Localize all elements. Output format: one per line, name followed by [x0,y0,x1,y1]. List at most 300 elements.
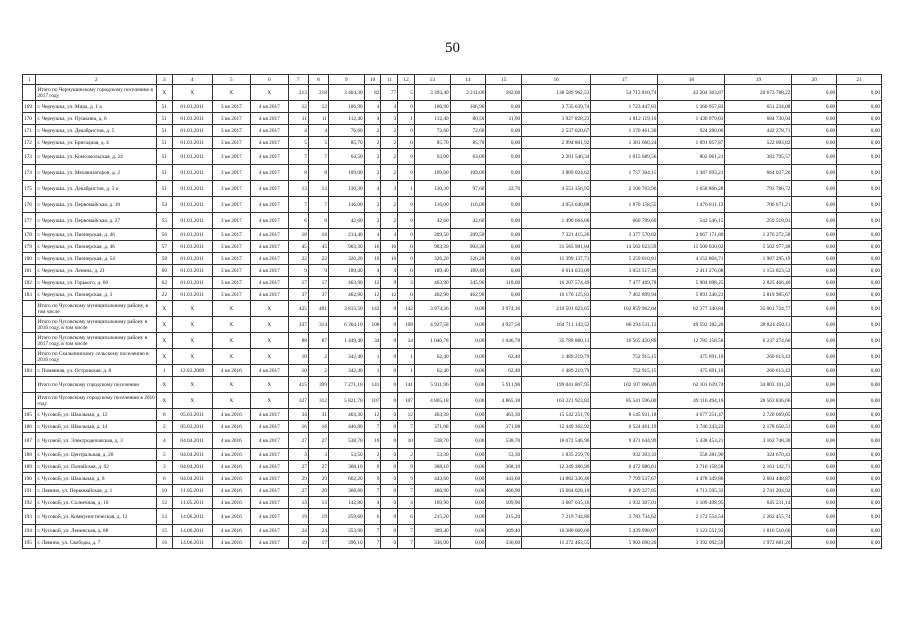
table-cell: 215,20 [414,509,450,525]
table-cell: 0,00 [450,393,486,409]
table-cell: 924 280,06 [658,125,725,137]
table-cell: 01.03.2011 [172,277,212,289]
table-cell: 62 [157,277,173,289]
table-cell: 446,80 [328,421,364,433]
table-cell: 7 [398,421,415,433]
table-cell: Итого по Скальнинскому сельскому поселению в 2016 году [36,349,157,365]
table-cell: 2 667 171,80 [658,229,725,241]
table-cell: 7 [398,485,415,497]
table-cell: 192 [23,497,36,509]
table-cell: 9 [308,265,328,277]
table-cell: 4 [364,181,381,197]
table-cell: 0,00 [837,449,882,461]
table-cell: 20 [308,485,328,497]
table-row [23,181,882,197]
table-cell: 4 677 251,47 [658,409,725,421]
table-cell: 11 272 463,55 [522,537,591,549]
table-cell: 172 [23,137,36,149]
table-cell: 3 кв 2017 [212,229,250,241]
table-cell: 210 501 023,65 [522,301,591,317]
table-cell: 22 [308,253,328,265]
table-cell: 0,00 [792,165,837,181]
table-cell: 19 [308,509,328,525]
table-cell: 0,00 [792,229,837,241]
table-cell: 2 825 466,46 [725,277,792,289]
table-cell: 12 [381,289,398,301]
table-cell: 5 [398,85,415,101]
table-cell: 2 411 276,08 [658,265,725,277]
column-number-cell: 18 [658,75,725,85]
table-cell: 3 735 639,74 [522,101,591,113]
table-cell: 345,90 [450,277,486,289]
column-number-cell: 14 [450,75,486,85]
table-cell: 0,00 [486,149,522,165]
table-cell: X [250,85,288,101]
table-cell: 1 932 307,01 [591,497,658,509]
table-cell: X [250,333,288,349]
column-number-cell: 5 [212,75,250,85]
table-cell: 11 [288,113,308,125]
table-cell: 14 562 623,59 [591,241,658,253]
table-cell: X [212,85,250,101]
table-cell: 4 кв 2017 [250,421,288,433]
table-cell: 6 364,10 [328,317,364,333]
table-row [23,497,882,509]
table-cell: 5 904 698,25 [658,277,725,289]
table-cell: 62 101 639,74 [658,377,725,393]
table-cell: 0,00 [450,365,486,377]
table-cell: 368,10 [328,461,364,473]
table-cell: 2 [381,125,398,137]
table-cell: 2 201 546,34 [522,149,591,165]
table-cell: 116,00 [328,197,364,213]
table-cell: 3 393,40 [414,85,450,101]
table-cell: 463,30 [486,409,522,421]
table-cell: 2 [381,137,398,149]
table-cell: 0,00 [486,101,522,113]
table-cell: 7 462 899,94 [591,289,658,301]
table-cell: 0,00 [792,317,837,333]
table-cell: 0,00 [792,213,837,229]
table-cell: 314 [308,317,328,333]
table-cell: 01.03.2011 [172,253,212,265]
table-cell: 0,00 [486,125,522,137]
table-cell: 4 [308,125,328,137]
table-cell: 0,00 [837,181,882,197]
table-cell: 463,90 [414,277,450,289]
table-cell: 752 915,15 [591,349,658,365]
table-cell: 0,00 [792,301,837,317]
column-number-cell: 8 [308,75,328,85]
table-cell: X [172,377,212,393]
table-cell: 87 [308,333,328,349]
table-cell: 142 [364,301,381,317]
table-cell: 371,08 [414,421,450,433]
table-cell: 164 711 143,52 [522,317,591,333]
table-cell: 80,50 [450,113,486,125]
table-cell: 4 кв 2017 [250,409,288,421]
table-cell: 326,20 [414,253,450,265]
table-cell: 60 [157,265,173,277]
table-cell: 4 кв 2017 [250,137,288,149]
table-cell: 62,40 [486,349,522,365]
table-cell: 10 [364,433,381,449]
table-cell: 6 [308,213,328,229]
table-cell: 0,00 [837,461,882,473]
table-cell: г. Чернушка, ул. Комсомольская, д. 24 [36,149,157,165]
table-cell: 3 392 092,59 [658,537,725,549]
table-cell: 01.03.2011 [172,125,212,137]
table-cell: 3 746 243,22 [658,421,725,433]
table-cell: 5 821,70 [328,393,364,409]
table-cell: 49 116 494,16 [658,393,725,409]
column-number-cell: 1 [23,75,36,85]
table-cell: 0 [381,433,398,449]
table-cell: 5 911,96 [486,377,522,393]
table-cell: 199 041 807,95 [522,377,591,393]
table-cell: 0,00 [792,449,837,461]
table-cell: 0 [398,149,415,165]
table-cell: 3 кв 2017 [212,265,250,277]
table-cell: 20 673 788,22 [725,85,792,101]
table-cell: 3 809 024,62 [522,165,591,181]
table-cell: 462,90 [414,289,450,301]
table-cell: 11.05.2011 [172,485,212,497]
table-cell: 0,00 [792,509,837,525]
table-cell: 1 [364,365,381,377]
table-cell: X [157,317,173,333]
table-cell: 0,00 [792,85,837,101]
table-cell: 7 [308,149,328,165]
table-row [23,349,882,365]
table-cell: 327 [288,393,308,409]
table-cell: 7 [364,537,381,549]
table-cell: 1 276 272,58 [725,229,792,241]
table-cell: 12 785 158,58 [658,333,725,349]
table-cell: 0,00 [792,113,837,125]
table-cell: 32,70 [486,181,522,197]
table-cell: 3 927 828,23 [522,113,591,125]
table-cell: 0,00 [792,197,837,213]
table-cell: г. Чусовой, ул. Электродеповская, д. 3 [36,433,157,449]
table-cell: 0,00 [837,433,882,449]
table-cell: 4 кв 2017 [250,181,288,197]
table-row [23,213,882,229]
table-cell: 1 [398,181,415,197]
table-cell: 174 [23,165,36,181]
table-cell: 3 [381,113,398,125]
table-cell: 399 [308,377,328,393]
table-cell: 19 [288,537,308,549]
table-cell: 0,00 [450,537,486,549]
table-cell: 0 [398,289,415,301]
table-cell: 3 [398,277,415,289]
table-cell: 1 490 664,66 [522,213,591,229]
table-cell: 4 кв 2016 [212,365,250,377]
table-cell: 11 [308,113,328,125]
table-cell: 180 [23,253,36,265]
table-cell: 169 [23,101,36,113]
table-cell: 1 987 295,19 [725,253,792,265]
table-cell: X [157,393,173,409]
table-cell: 0 [381,349,398,365]
table-cell: 2 [364,137,381,149]
table-cell: 542 546,15 [658,213,725,229]
table-cell: 116,00 [450,197,486,213]
table-cell: 12 449 362,92 [522,421,591,433]
table-cell: 13 [157,509,173,525]
table-cell: 22 [157,289,173,301]
table-cell: 312 [308,393,328,409]
table-cell: 14 882 336,40 [522,473,591,485]
table-cell: 0,00 [837,537,882,549]
table-cell: 6 [364,509,381,525]
table-cell: г. Чусовой, ул. Коммунистическая, д. 12 [36,509,157,525]
table-cell: 3 кв 2017 [212,113,250,125]
table-cell: 0,00 [837,525,882,537]
table-cell: 16 [288,421,308,433]
table-cell: 7 477 409,78 [591,277,658,289]
table-cell: 342,40 [328,365,364,377]
table-cell: 178 [23,229,36,241]
table-cell: 11 500 030,02 [658,241,725,253]
table-cell: 1 091 057,87 [658,137,725,149]
table-cell: 0,00 [486,197,522,213]
column-number-cell: 3 [157,75,173,85]
column-number-cell: 12 [398,75,415,85]
table-cell: 85,70 [328,137,364,149]
table-cell: X [172,349,212,365]
table-cell: 4 кв 2017 [250,229,288,241]
table-cell: 01.03.2011 [172,229,212,241]
table-cell: 1 [157,365,173,377]
table-cell: 13 [288,181,308,197]
table-cell: 37 [308,289,328,301]
table-cell: 0,00 [837,113,882,125]
table-cell: 3 кв 2017 [212,101,250,113]
table-cell: 4 кв 2017 [250,125,288,137]
table-cell: 11 399 137,71 [522,253,591,265]
table-cell: 463,90 [328,277,364,289]
table-cell: 37 [288,289,308,301]
table-cell: 0 [381,301,398,317]
table-cell: 0 [398,137,415,149]
table-cell: 18 072 546,96 [522,433,591,449]
table-cell: 51 [157,125,173,137]
table-cell: 0,00 [837,301,882,317]
table-cell: 22 [288,253,308,265]
table-cell: 182,60 [486,85,522,101]
table-cell: 109,00 [450,165,486,181]
table-cell: X [212,301,250,317]
table-cell: 16 176 125,83 [522,289,591,301]
table-cell: 4 кв 2017 [250,537,288,549]
table-cell: 4 053 640,88 [522,197,591,213]
table-cell: 0,00 [792,421,837,433]
table-cell: 3 кв 2017 [212,241,250,253]
table-cell: 4 кв 2017 [250,461,288,473]
table-cell: 0,00 [450,421,486,433]
table-cell: 1 [364,349,381,365]
table-cell: 3 кв 2017 [212,125,250,137]
table-cell: 11.05.2011 [172,497,212,509]
column-number-cell: 17 [591,75,658,85]
table-cell: 3 813,50 [328,301,364,317]
table-cell: 28 824 450,11 [725,317,792,333]
table-cell: 109,90 [414,497,450,509]
table-cell: 401 [308,301,328,317]
table-cell: 2 [364,149,381,165]
table-cell: 0,00 [792,349,837,365]
table-cell: 0,00 [450,333,486,349]
table-cell: 0,00 [792,277,837,289]
table-cell: г. Чернушка, ул. Декабристов, д. 5 [36,125,157,137]
table-cell: 4 кв 2017 [250,101,288,113]
table-cell [23,85,36,101]
table-cell: 7 271,10 [328,377,364,393]
table-cell: 2 [364,197,381,213]
table-row [23,113,882,125]
table-cell: г. Чусовой, ул. Центральная, д. 20 [36,449,157,461]
table-row [23,241,882,253]
table-cell: 0,00 [450,497,486,509]
table-cell: 5 439 998,07 [591,525,658,537]
table-cell: 0,00 [792,125,837,137]
table-cell [23,317,36,333]
table-cell: 2 [381,149,398,165]
table-cell: 6 472 086,61 [591,461,658,473]
table-cell: X [157,333,173,349]
table-cell: 1 757 304,15 [591,165,658,181]
table-cell: 684 730,04 [725,113,792,125]
table-cell: 0,00 [837,409,882,421]
table-cell: 0,00 [792,289,837,301]
table-cell: 193 [23,509,36,525]
table-cell: 12 [398,409,415,421]
table-cell: 184 [23,365,36,377]
table-cell: 1 816 510,60 [725,525,792,537]
table-cell: 13 [308,497,328,509]
table-cell: 309,40 [414,525,450,537]
table-cell: 326,20 [328,253,364,265]
table-cell: 0 [381,365,398,377]
table-cell: 05.03.2011 [172,421,212,433]
table-cell: 368,10 [486,461,522,473]
table-row [23,165,882,181]
table-cell: 4 кв 2017 [250,241,288,253]
table-cell: 0,00 [792,525,837,537]
table-cell: X [212,377,250,393]
table-cell: 0 [398,265,415,277]
table-cell: 0,00 [486,265,522,277]
table-cell: 43 204 363,87 [658,85,725,101]
table-cell: 3 377 570,82 [591,229,658,241]
table-cell: 181 [23,265,36,277]
table-cell: 10 380 060,60 [522,525,591,537]
table-cell: 0 [381,461,398,473]
table-cell: 82 [364,85,381,101]
table-cell: 106,90 [328,101,364,113]
table-cell: г. Чернушка, ул. Горького, д. 66 [36,277,157,289]
column-number-cell: 20 [792,75,837,85]
table-cell: 76,60 [328,125,364,137]
table-cell: 4 кв 2017 [250,473,288,485]
table-cell [23,377,36,393]
table-cell: 27 [308,433,328,449]
table-cell: 62 377 340,84 [658,301,725,317]
table-cell: 218 [308,85,328,101]
table-cell: 0 [381,497,398,509]
table-cell: 3 кв 2017 [212,181,250,197]
table-cell: 18 [308,229,328,241]
table-cell: 51 [157,181,173,197]
table-cell: 6 [157,473,173,485]
table-cell: 6 237 274,66 [725,333,792,349]
table-cell: 3 974,36 [414,301,450,317]
table-cell: г. Чернушка, ул. Бригадная, д. 4 [36,137,157,149]
table-cell: 0 [381,317,398,333]
table-cell: 88 [288,333,308,349]
table-cell: 0,00 [450,525,486,537]
table-cell: 35 789 880,13 [522,333,591,349]
table-cell: 0 [381,421,398,433]
table-cell: 0,00 [837,349,882,365]
column-number-cell: 10 [364,75,381,85]
table-row [23,449,882,461]
table-cell: 2 172 554,54 [658,509,725,525]
table-cell: 12 [308,101,328,113]
table-cell: 4 927,58 [414,317,450,333]
table-cell: 49 592 182,26 [658,317,725,333]
table-cell: 0,00 [837,485,882,497]
table-cell: 04.04.2011 [172,449,212,461]
table-cell: X [250,377,288,393]
table-cell: 34 803 101,32 [725,377,792,393]
table-cell: 138 589 962,53 [522,85,591,101]
table-cell: 62,40 [486,365,522,377]
table-cell: 4 [157,433,173,449]
table-cell: 7 [398,537,415,549]
table-cell: 0,00 [450,301,486,317]
column-number-cell: 21 [837,75,882,85]
table-cell: X [157,85,173,101]
table-cell: 415 [288,377,308,393]
table-cell: 3 кв 2017 [212,197,250,213]
table-cell: 3 кв 2017 [212,165,250,181]
table-cell: 651 234,08 [725,101,792,113]
table-cell: 6 [288,213,308,229]
table-cell: 4 кв 2016 [212,473,250,485]
table-cell: 0,00 [792,537,837,549]
table-cell: 215,20 [486,509,522,525]
table-cell: 4 кв 2016 [212,509,250,525]
table-cell: 538,70 [486,433,522,449]
table-cell: 130,30 [328,181,364,197]
table-cell: 8 145 931,18 [591,409,658,421]
table-cell: 0,00 [837,149,882,165]
table-cell: 0,00 [837,473,882,485]
table-cell: 1 170 461,30 [591,125,658,137]
table-cell: 106,90 [450,101,486,113]
table-cell: 706 671,21 [725,197,792,213]
table-cell: 12 [364,409,381,421]
table-cell: 213 [288,85,308,101]
table-cell: 342,40 [328,349,364,365]
table-cell: 4 [364,497,381,509]
table-cell: X [212,349,250,365]
table-cell: 752 915,15 [591,365,658,377]
table-cell: 0,00 [450,509,486,525]
